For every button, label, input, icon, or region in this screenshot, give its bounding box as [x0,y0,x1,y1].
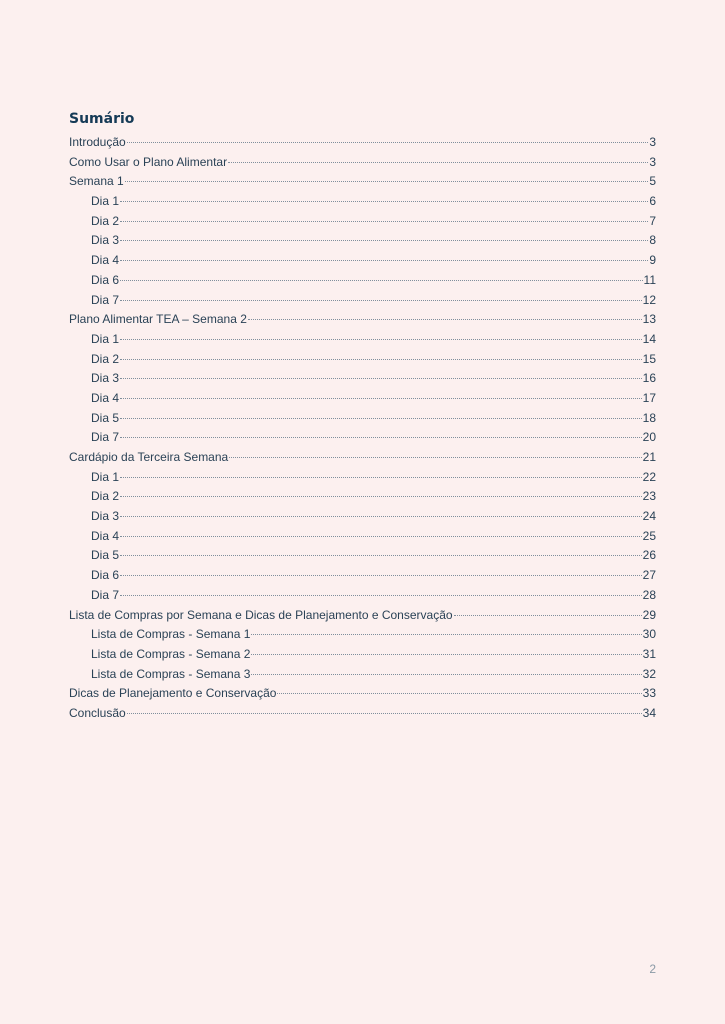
toc-entry[interactable] [69,310,656,330]
toc-entry[interactable] [69,684,656,704]
toc-entry[interactable] [69,487,656,507]
toc-entry[interactable] [69,389,656,409]
toc-entry-page: 16 [642,371,656,386]
toc-dot-leader [251,674,641,675]
toc-dot-leader [120,221,648,222]
toc-entry-page: 29 [642,607,656,622]
toc-entry[interactable] [69,172,656,192]
toc-dot-leader [454,615,642,616]
toc-dot-leader [120,240,648,241]
toc-entry[interactable] [69,468,656,488]
toc-entry-page: 17 [642,390,656,405]
toc-entry-label: Dia 1 [91,331,120,346]
toc-entry[interactable] [69,251,656,271]
toc-entry-label: Dicas de Planejamento e Conservação [69,686,277,701]
toc-entry[interactable] [69,271,656,291]
toc-dot-leader [120,477,642,478]
toc-entry-label: Dia 4 [91,253,120,268]
toc-list [69,133,656,724]
toc-entry-page: 11 [643,272,656,287]
toc-entry-label: Lista de Compras por Semana e Dicas de Planejamento e Conservação [69,607,453,622]
toc-entry-label: Lista de Compras - Semana 2 [91,646,251,661]
toc-dot-leader [120,378,642,379]
toc-entry[interactable] [69,428,656,448]
toc-entry-label: Lista de Compras - Semana 1 [91,627,251,642]
toc-entry-label: Introdução [69,135,126,149]
toc-dot-leader [120,437,642,438]
table-of-contents [69,108,656,724]
toc-entry[interactable] [69,507,656,527]
toc-entry-label: Dia 1 [91,469,120,484]
toc-entry-page: 34 [642,705,656,720]
toc-dot-leader [251,634,641,635]
toc-entry-label: Dia 6 [91,272,120,287]
toc-entry-page: 28 [642,587,656,602]
toc-dot-leader [120,280,643,281]
toc-entry[interactable] [69,231,656,251]
toc-entry-label: Dia 4 [91,390,120,405]
toc-entry-label: Como Usar o Plano Alimentar [69,154,228,169]
toc-dot-leader [120,201,648,202]
toc-entry[interactable] [69,369,656,389]
toc-entry-page: 15 [642,351,656,366]
toc-entry-label: Dia 4 [91,528,120,543]
toc-dot-leader [120,536,642,537]
toc-entry-page: 27 [642,568,656,583]
toc-entry-page: 12 [642,292,656,307]
toc-dot-leader [120,260,648,261]
toc-entry-page: 25 [642,528,656,543]
toc-entry[interactable] [69,546,656,566]
toc-entry-label: Dia 2 [91,213,120,228]
toc-dot-leader [228,162,648,163]
toc-dot-leader [248,319,642,320]
toc-entry[interactable] [69,606,656,626]
page-number: 2 [649,962,656,976]
toc-entry[interactable] [69,527,656,547]
toc-entry-label: Dia 3 [91,371,120,386]
toc-entry-page: 3 [649,135,656,149]
toc-entry[interactable] [69,448,656,468]
toc-entry-page: 21 [642,450,656,464]
toc-entry-page: 3 [649,154,656,169]
toc-entry-page: 8 [649,233,656,248]
toc-entry-label: Dia 3 [91,233,120,248]
toc-dot-leader [127,713,642,714]
toc-entry-label: Cardápio da Terceira Semana [69,450,229,464]
toc-entry-label: Plano Alimentar TEA – Semana 2 [69,312,247,327]
toc-entry-label: Dia 2 [91,489,120,504]
toc-dot-leader [120,496,642,497]
toc-dot-leader [120,595,642,596]
toc-entry[interactable] [69,192,656,212]
toc-entry[interactable] [69,409,656,429]
toc-entry-label: Dia 5 [91,410,120,425]
toc-dot-leader [120,418,642,419]
toc-entry-page: 20 [642,430,656,445]
toc-dot-leader [127,142,649,143]
toc-entry[interactable] [69,645,656,665]
toc-dot-leader [251,654,641,655]
toc-entry-page: 30 [642,627,656,642]
toc-entry[interactable] [69,350,656,370]
toc-dot-leader [120,359,642,360]
toc-entry-page: 13 [642,312,656,327]
toc-entry[interactable] [69,212,656,232]
toc-dot-leader [229,457,641,458]
toc-dot-leader [120,339,642,340]
toc-entry[interactable] [69,330,656,350]
toc-dot-leader [120,398,642,399]
toc-entry[interactable] [69,153,656,173]
toc-dot-leader [120,575,642,576]
toc-entry-page: 24 [642,509,656,524]
toc-entry-label: Semana 1 [69,174,124,189]
toc-entry-page: 31 [642,646,656,661]
toc-entry-page: 14 [642,331,656,346]
toc-entry-label: Dia 2 [91,351,120,366]
toc-dot-leader [120,555,642,556]
toc-entry-label: Dia 7 [91,292,120,307]
toc-entry-page: 32 [642,666,656,681]
toc-entry-page: 23 [642,489,656,504]
toc-entry[interactable] [69,566,656,586]
toc-entry-label: Dia 7 [91,587,120,602]
toc-entry-page: 18 [642,410,656,425]
toc-dot-leader [125,181,649,182]
toc-entry-label: Dia 5 [91,548,120,563]
toc-entry[interactable] [69,704,656,724]
toc-entry-page: 26 [642,548,656,563]
toc-entry[interactable] [69,665,656,685]
toc-entry[interactable] [69,586,656,606]
toc-dot-leader [120,300,642,301]
toc-entry-label: Dia 6 [91,568,120,583]
toc-entry-label: Conclusão [69,705,126,720]
toc-entry-label: Dia 1 [91,194,120,209]
toc-entry-page: 33 [642,686,656,701]
toc-entry-page: 7 [649,213,656,228]
toc-entry-page: 6 [649,194,656,209]
toc-entry-page: 22 [642,469,656,484]
toc-entry-page: 9 [649,253,656,268]
toc-entry[interactable] [69,133,656,153]
toc-entry-page: 5 [649,174,656,189]
toc-dot-leader [277,693,641,694]
toc-entry-label: Lista de Compras - Semana 3 [91,666,251,681]
toc-entry[interactable] [69,625,656,645]
toc-entry-label: Dia 7 [91,430,120,445]
toc-entry[interactable] [69,291,656,311]
toc-title: Sumário [69,111,135,127]
toc-entry-label: Dia 3 [91,509,120,524]
toc-dot-leader [120,516,642,517]
